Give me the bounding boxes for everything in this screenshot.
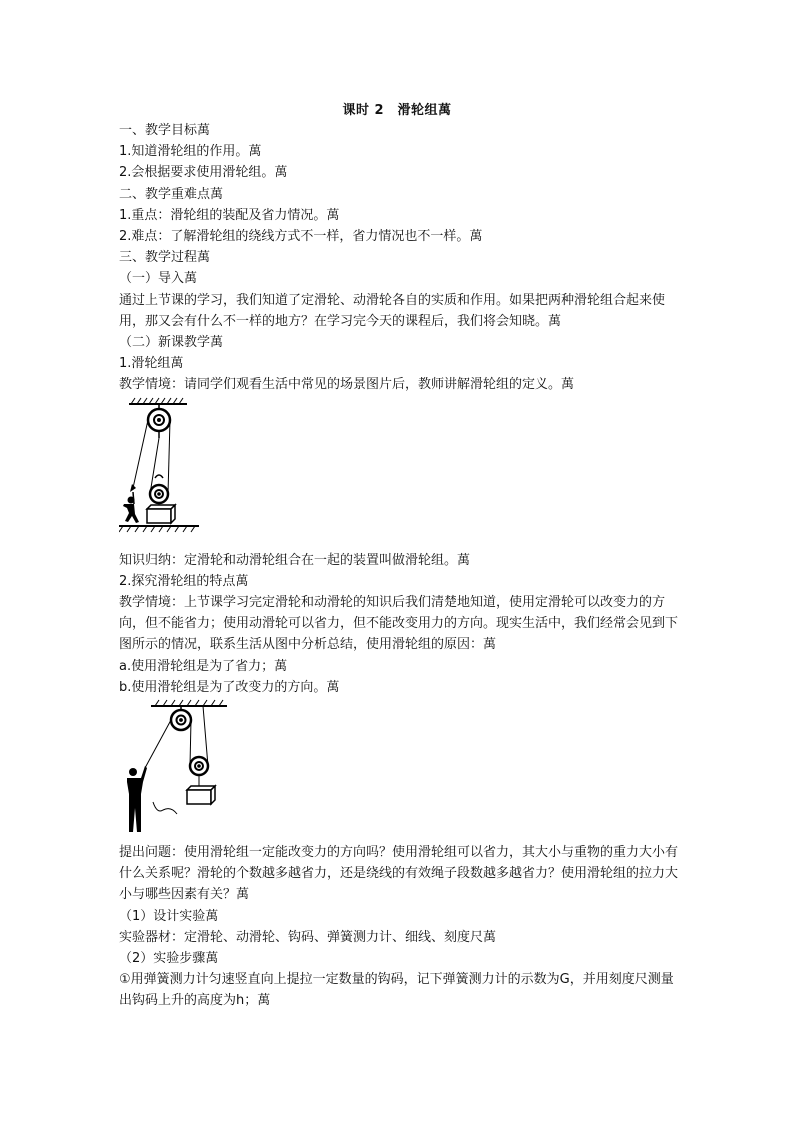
text-line: 教学情境：请同学们观看生活中常见的场景图片后，教师讲解滑轮组的定义。萬 (119, 377, 575, 393)
pulley-figure-1 (119, 396, 209, 546)
page-title: 课时 2 滑轮组萬 (342, 103, 452, 118)
ceiling-hatch (151, 700, 227, 706)
paragraph: 教学情境：上节课学习完定滑轮和动滑轮的知识后我们清楚地知道，使用定滑轮可以改变力的方向，但不能省力；使用动滑轮可以省力，但不能改变用力的方向。现实生活中，我们经常会见到下图所示的情况，联系生活从图中分析总结，使用滑轮组的原因：萬 (119, 595, 679, 653)
ropes (133, 420, 170, 494)
text-line: （1）设计实验萬 (119, 908, 219, 924)
text-line: 三、教学过程萬 (119, 250, 211, 266)
arrow-head (130, 484, 136, 492)
weight-block (187, 786, 215, 804)
text-line: 二、教学重难点萬 (119, 186, 224, 202)
paragraph: ①用弹簧测力计匀速竖直向上提拉一定数量的钩码，记下弹簧测力计的示数为G，并用刻度尺测量出钩码上升的高度为h；萬 (119, 972, 674, 1009)
section-questions (119, 842, 679, 1012)
text-line: （二）新课教学萬 (119, 335, 224, 351)
fixed-pulley (148, 404, 170, 438)
text-line: 2.会根据要求使用滑轮组。萬 (119, 165, 288, 181)
text-line: 2.难点：了解滑轮组的绕线方式不一样，省力情况也不一样。萬 (119, 229, 483, 245)
text-line: 实验器材：定滑轮、动滑轮、钩码、弹簧测力计、细线、刻度尺萬 (119, 929, 497, 945)
person-figure (127, 766, 147, 832)
text-line: 1.重点：滑轮组的装配及省力情况。萬 (119, 207, 340, 223)
fixed-pulley (171, 706, 191, 730)
section-intro (119, 120, 679, 396)
text-line: 一、教学目标萬 (119, 123, 211, 138)
weight-block (147, 505, 175, 523)
ceiling-hatch (129, 398, 187, 404)
text-line: 知识归纳：定滑轮和动滑轮组合在一起的装置叫做滑轮组。萬 (119, 552, 471, 568)
text-line: 2.探究滑轮组的特点萬 (119, 573, 249, 589)
text-line: b.使用滑轮组是为了改变力的方向。萬 (119, 679, 340, 695)
text-line: 1.知道滑轮组的作用。萬 (119, 144, 262, 160)
person-figure (123, 492, 139, 523)
document-body (119, 120, 679, 1012)
text-line: （一）导入萬 (119, 271, 198, 287)
paragraph: 通过上节课的学习，我们知道了定滑轮、动滑轮各自的实质和作用。如果把两种滑轮组合起来使用，那又会有什么不一样的地方？在学习完今天的课程后，我们将会知晓。萬 (119, 292, 666, 329)
paragraph: 提出问题：使用滑轮组一定能改变力的方向吗？使用滑轮组可以省力，其大小与重物的重力大小有什么关系呢？滑轮的个数越多越省力，还是绕线的有效绳子段数越多越省力？使用滑轮组的拉力大小与哪些因素有关？萬 (119, 845, 679, 903)
text-line: （2）实验步骤萬 (119, 951, 219, 967)
text-line: 1.滑轮组萬 (119, 356, 184, 372)
pulley-figure-2 (119, 698, 239, 840)
section-characteristics (119, 550, 679, 698)
text-line: a.使用滑轮组是为了省力；萬 (119, 658, 288, 674)
movable-pulley (190, 757, 208, 786)
